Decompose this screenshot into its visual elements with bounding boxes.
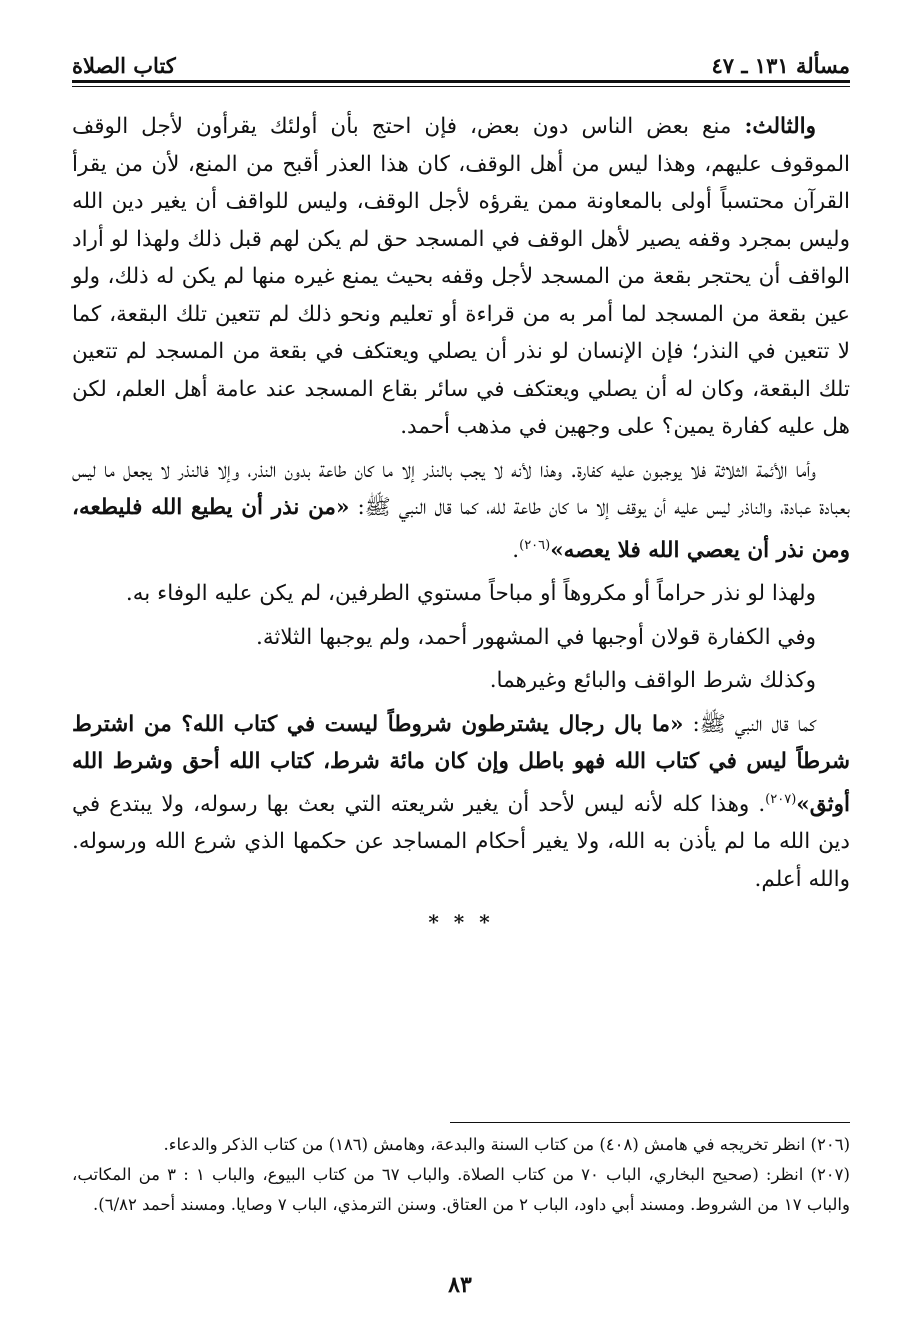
paragraph-text: . وهذا كله لأنه ليس لأحد أن يغير شريعته التي بعث بها رسوله، ولا يبتدع في دين الله ما لم يأذن به الله، ولا يغير أحكام المساجد عن حكمها الذي شرع الله ورسوله. والله أعلم. <box>72 791 850 892</box>
header-rule-thin <box>72 86 850 87</box>
paragraph-hadith-conditions <box>72 706 850 899</box>
header-rule-thick <box>72 80 850 83</box>
paragraph-three-imams: وأما الأئمة الثلاثة فلا يوجبون عليه كفارة. وهذا لأنه لا يجب بالنذر إلا ما كان طاعة بدون النذر، وإلا فالنذر لا يجعل ما ليس بعبادة عبادة، والناذر ليس عليه أن يوقف إلا ما كان طاعة لله، كما قال النبي ﷺ: «من نذر أن يطيع الله فليطعه، ومن نذر أن يعصي الله فلا يعصه»$^{(٢٠٦)}$. <box>72 457 850 563</box>
paragraph-text: كما قال النبي ﷺ: <box>683 711 816 737</box>
paragraph-expiation <box>72 619 850 657</box>
footnote-ref-206: (٢٠٦) <box>519 537 551 553</box>
footnote-ref-207: (٢٠٧) <box>765 791 797 807</box>
footnotes <box>72 1130 850 1220</box>
hadith-quote: «من نذر أن يطيع الله فليطعه، ومن نذر أن يعصي الله فلا يعصه» <box>72 495 850 563</box>
paragraph-forbidden-vow <box>72 575 850 613</box>
paragraph-third-point <box>72 108 850 446</box>
paragraph-text: منع بعض الناس دون بعض، فإن احتج بأن أولئك يقرأون لأجل الوقف الموقوف عليهم، وهذا ليس من أهل الوقف، كان هذا العذر أقبح من المنع، لأن من يقرأ القرآن محتسباً أولى بالمعاونة ممن يقرؤه لأجل الوقف، وليس للواقف أن يغير دين الله وليس بمجرد وقفه يصير لأهل الوقف في المسجد حق لم يكن لهم قبل ذلك ولهذا لو أراد الواقف أن يحتجر بقعة من المسجد لأجل وقفه بحيث يمنع غيره منها لم يكن له ذلك، ولو عين بقعة من المسجد لما أمر به من قراءة أو تعليم ونحو ذلك لم تتعين تلك البقعة، كما لا تتعين في النذر؛ فإن الإنسان لو نذر أن يصلي ويعتكف في بقعة من المسجد لم تتعين تلك البقعة، وكان له أن يصلي ويعتكف في سائر بقاع المسجد عند عامة أهل العلم، لكن هل عليه كفارة يمين؟ على وجهين في مذهب أحمد. <box>72 114 850 439</box>
paragraph-conditions <box>72 662 850 700</box>
issue-number: مسألة ١٣١ ـ ٤٧ <box>711 53 850 78</box>
section-divider-stars: * * * <box>428 910 494 935</box>
hadith-quote: «ما بال رجال يشترطون شروطاً ليست في كتاب الله؟ من اشترط شرطاً ليس في كتاب الله فهو باطل وإن كان مائة شرط، كتاب الله أحق وشرط الله أوثق» <box>72 711 850 817</box>
book-title: كتاب الصلاة <box>72 53 176 78</box>
running-header <box>72 42 850 78</box>
footnote-206: (٢٠٦) انظر تخريجه في هامش (٤٠٨) من كتاب السنة والبدعة، وهامش (١٨٦) من كتاب الذكر والدعاء. <box>163 1135 850 1154</box>
main-text <box>72 108 850 948</box>
paragraph-text: وفي الكفارة قولان أوجبها في المشهور أحمد، ولم يوجبها الثلاثة. <box>256 624 816 650</box>
page-number: ٨٣ <box>448 1272 472 1298</box>
paragraph-text: وأما الأئمة الثلاثة فلا يوجبون عليه كفارة. وهذا لأنه لا يجب بالنذر إلا ما كان طاعة بدون النذر، وإلا فالنذر لا يجعل ما ليس بعبادة عبادة، والناذر ليس عليه أن يوقف إلا ما كان طاعة لله، كما قال النبي ﷺ: <box>72 457 850 520</box>
footnote-rule <box>450 1122 850 1123</box>
footnote-207: (٢٠٧) انظر: (صحيح البخاري، الباب ٧٠ من كتاب الصلاة. والباب ٦٧ من كتاب البيوع، والباب ١ : ٣ من المكاتب، والباب ١٧ من الشروط. ومسند أبي داود، الباب ٢ من العتاق. وسنن الترمذي، الباب ٧ وصايا. ومسند أحمد ٦/٨٢). <box>72 1165 850 1214</box>
paragraph-text: وكذلك شرط الواقف والبائع وغيرهما. <box>489 668 816 694</box>
paragraph-lead: والثالث: <box>744 114 816 139</box>
paragraph-text: ولهذا لو نذر حراماً أو مكروهاً أو مباحاً مستوي الطرفين، لم يكن عليه الوفاء به. <box>125 581 816 607</box>
